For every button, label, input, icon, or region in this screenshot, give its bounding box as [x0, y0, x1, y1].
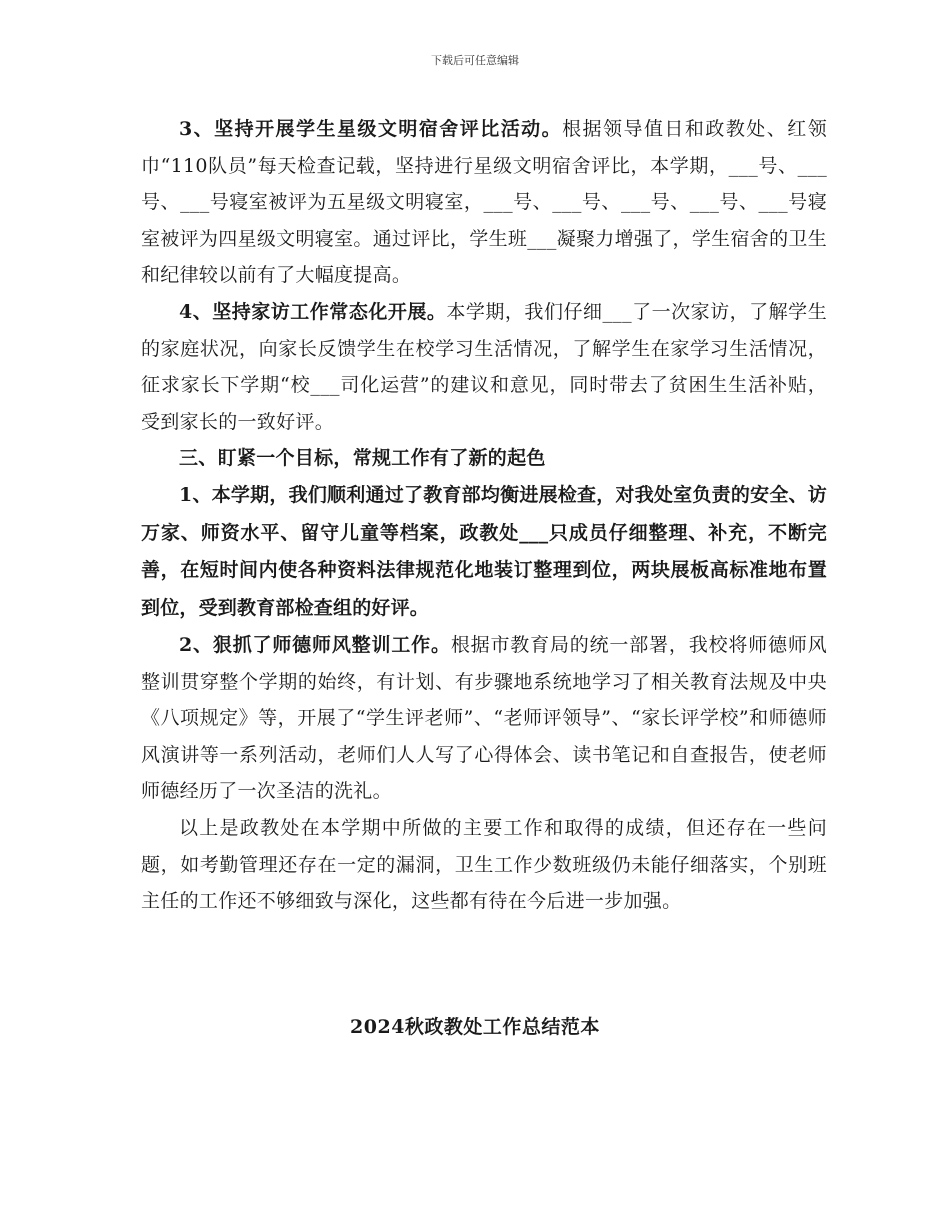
page-header: 下载后可任意编辑	[431, 54, 519, 67]
section-heading: 三、盯紧一个目标，常规工作有了新的起色	[179, 447, 546, 470]
document-title: 2024秋政教处工作总结范本	[350, 1016, 600, 1038]
paragraph-home-visits	[141, 294, 827, 440]
paragraph-lead: 3、坚持开展学生星级文明宿舍评比活动。	[179, 118, 563, 140]
paragraph-lead: 4、坚持家访工作常态化开展。	[179, 300, 447, 323]
paragraph-inspection: 1、本学期，我们顺利通过了教育部均衡进展检查，对我处室负责的安全、访万家、师资水平、留守儿童等档案，政教处___只成员仔细整理、补充，不断完善，在短时间内使各种资料法律规范化地装订整理到位，两块展板高标准地布置到位，受到教育部检查组的好评。	[141, 484, 827, 619]
paragraph-lead: 2、狠抓了师德师风整训工作。	[179, 633, 451, 656]
paragraph-dormitory-rating	[141, 111, 827, 294]
paragraph-text: 根据市教育局的统一部署，我校将师德师风整训贯穿整个学期的始终，有计划、有步骤地系统地学习了相关教育法规及中央《八项规定》等，开展了“学生评老师”、“老师评领导”、“家长评学校”和师德师风演讲等一系列活动，老师们人人写了心得体会、读书笔记和自查报告，使老师师德经历了一次圣洁的洗礼。	[141, 633, 828, 803]
document-body	[141, 111, 827, 920]
paragraph-text: 根据领导值日和政教处、红领巾“110队员”每天检查记载，坚持进行星级文明宿舍评比，本学期，___号、___号、___号寝室被评为五星级文明寝室，___号、___号、___号、___号、___号寝室被评为四星级文明寝室。通过评比，学生班___凝聚力增强了，学生宿舍的卫生和纪律较以前有了大幅度提高。	[141, 118, 827, 287]
paragraph-text: 本学期，我们仔细___了一次家访，了解学生的家庭状况，向家长反馈学生在校学习生活情况，了解学生在家学习生活情况，征求家长下学期“校___司化运营”的建议和意见，同时带去了贫困生生活补贴，受到家长的一致好评。	[141, 300, 827, 433]
paragraph-teacher-ethics	[141, 627, 827, 810]
paragraph-closing: 以上是政教处在本学期中所做的主要工作和取得的成绩，但还存在一些问题，如考勤管理还存在一定的漏洞，卫生工作少数班级仍未能仔细落实，个别班主任的工作还不够细致与深化，这些都有待在今后进一步加强。	[141, 816, 827, 913]
